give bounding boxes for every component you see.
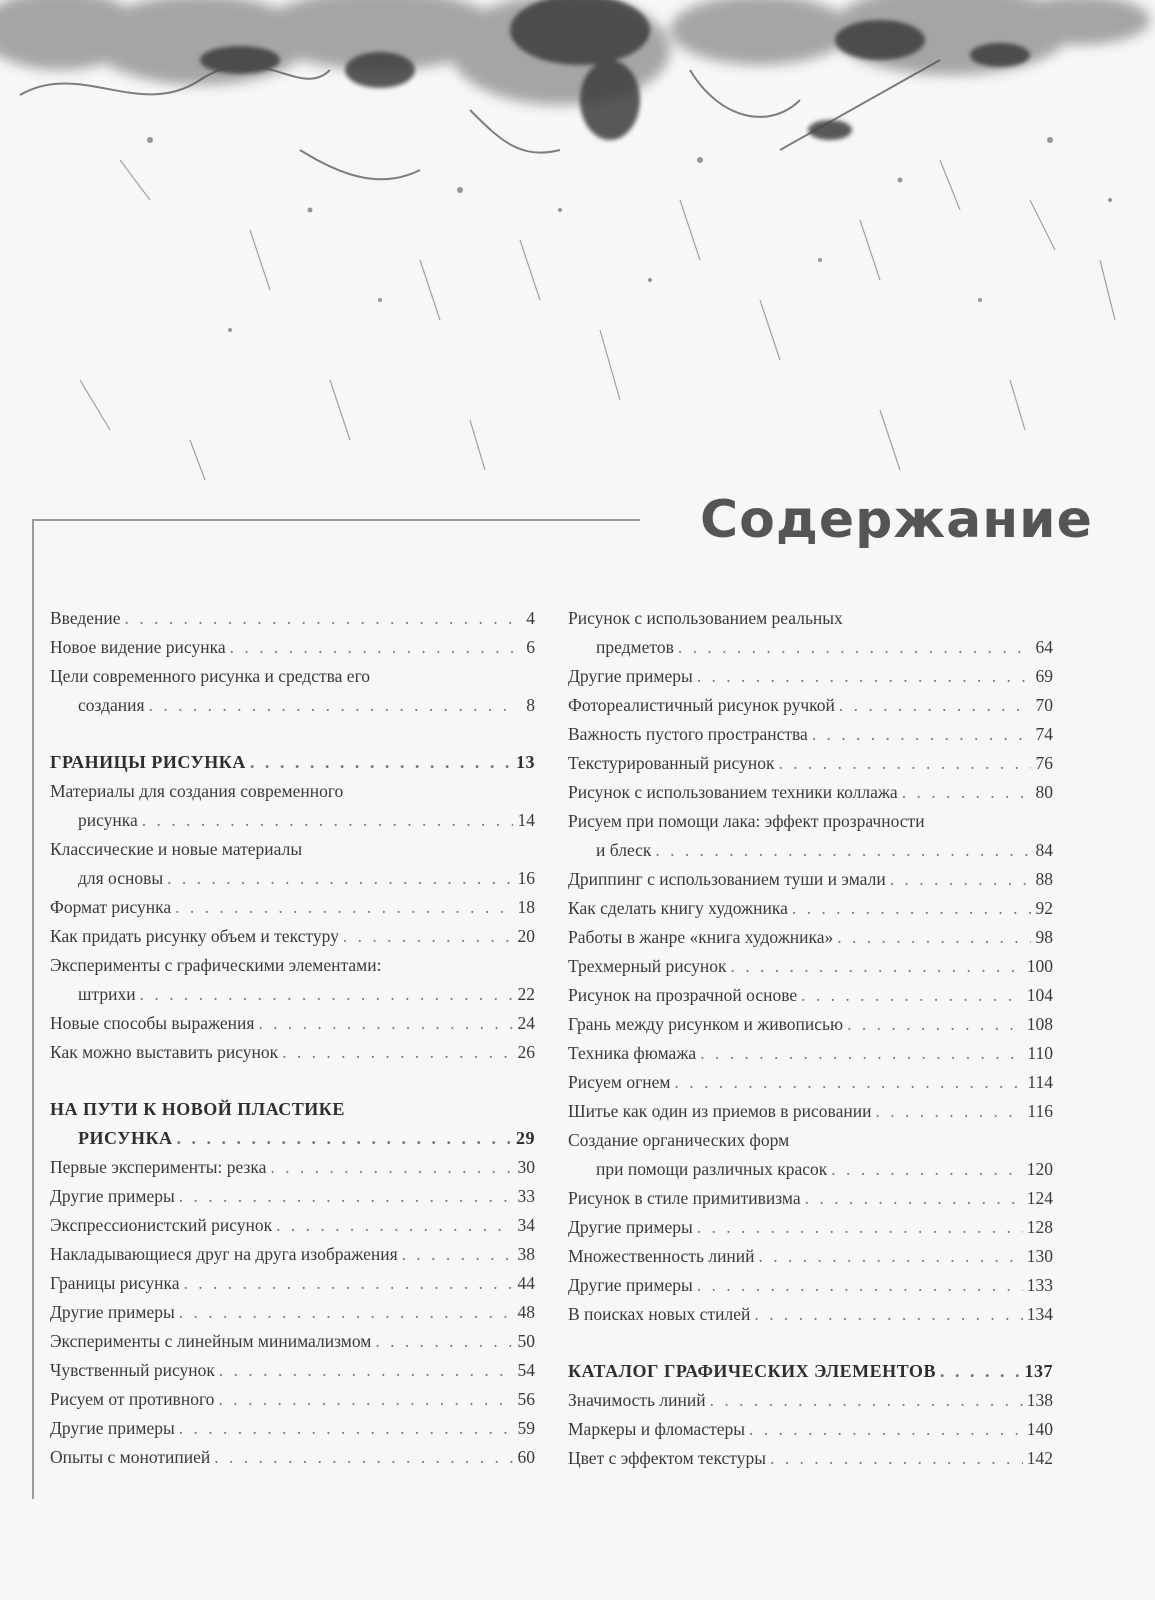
toc-page-number: 98 — [1035, 927, 1053, 947]
toc-entry-title: Другие примеры — [50, 1418, 175, 1438]
toc-entry-title: Материалы для создания современного — [50, 781, 344, 801]
toc-page-number: 8 — [526, 695, 535, 715]
leader-dots — [697, 662, 1031, 691]
toc-page-number: 70 — [1035, 695, 1053, 715]
toc-section-heading — [568, 1357, 1053, 1386]
toc-entry-title-continued: предметов — [596, 637, 674, 657]
leader-dots — [179, 1298, 513, 1327]
toc-entry — [568, 1184, 1053, 1213]
toc-entry-title: Важность пустого пространства — [568, 724, 808, 744]
toc-page-number: 29 — [516, 1128, 535, 1148]
toc-page-number: 124 — [1026, 1188, 1053, 1208]
toc-entry-title: Как придать рисунку объем и текстуру — [50, 926, 339, 946]
toc-entry — [568, 865, 1053, 894]
toc-page-number: 116 — [1027, 1101, 1053, 1121]
leader-dots — [276, 1211, 513, 1240]
toc-entry — [568, 1300, 1053, 1329]
toc-entry-title-continued: рисунка — [78, 810, 138, 830]
toc-entry-title: Грань между рисунком и живописью — [568, 1014, 844, 1034]
toc-entry — [568, 807, 1053, 865]
toc-page-number: 13 — [516, 752, 535, 772]
toc-entry-title: Рисунок на прозрачной основе — [568, 985, 798, 1005]
leader-dots — [710, 1386, 1023, 1415]
toc-entry-title: Другие примеры — [568, 1217, 693, 1237]
leader-dots — [902, 778, 1031, 807]
toc-entry-title: Цели современного рисунка и средства его — [50, 666, 371, 686]
toc-entry — [50, 604, 535, 633]
toc-page-number: 54 — [517, 1360, 535, 1380]
toc-entry-title: Цвет с эффектом текстуры — [568, 1448, 766, 1468]
toc-page-number: 120 — [1026, 1159, 1053, 1179]
leader-dots — [258, 1009, 513, 1038]
toc-entry — [568, 952, 1053, 981]
toc-entry-title: Первые эксперименты: резка — [50, 1157, 267, 1177]
toc-entry — [50, 835, 535, 893]
frame-left-line — [32, 519, 34, 1499]
toc-entry — [568, 1444, 1053, 1473]
toc-page-number: 64 — [1035, 637, 1053, 657]
toc-page-number: 108 — [1026, 1014, 1053, 1034]
toc-entry-title: Рисуем от противного — [50, 1389, 215, 1409]
leader-dots — [177, 1124, 512, 1153]
toc-page-number: 80 — [1035, 782, 1053, 802]
toc-entry-title: Опыты с монотипией — [50, 1447, 211, 1467]
toc-entry-title: Трехмерный рисунок — [568, 956, 727, 976]
leader-dots — [218, 1385, 513, 1414]
toc-page-number: 138 — [1026, 1390, 1053, 1410]
leader-dots — [697, 1213, 1023, 1242]
toc-entry — [50, 1385, 535, 1414]
toc-entry-title: Фотореалистичный рисунок ручкой — [568, 695, 835, 715]
leader-dots — [179, 1182, 513, 1211]
leader-dots — [792, 894, 1031, 923]
leader-dots — [801, 981, 1023, 1010]
toc-entry — [568, 923, 1053, 952]
toc-entry-title: Рисуем при помощи лака: эффект прозрачности — [568, 811, 925, 831]
toc-page-number: 110 — [1027, 1043, 1053, 1063]
toc-entry — [50, 1211, 535, 1240]
leader-dots — [847, 1010, 1023, 1039]
toc-page-number: 128 — [1026, 1217, 1053, 1237]
toc-entry-title: Как можно выставить рисунок — [50, 1042, 279, 1062]
leader-dots — [875, 1097, 1023, 1126]
toc-entry-title: Создание органических форм — [568, 1130, 790, 1150]
toc-entry-title: Экспрессионистский рисунок — [50, 1215, 273, 1235]
toc-entry — [50, 1298, 535, 1327]
toc-page-number: 56 — [517, 1389, 535, 1409]
toc-entry-title: Маркеры и фломастеры — [568, 1419, 745, 1439]
toc-entry-title: В поисках новых стилей — [568, 1304, 751, 1324]
toc-page-number: 22 — [517, 984, 535, 1004]
toc-entry — [568, 1126, 1053, 1184]
leader-dots — [839, 691, 1031, 720]
leader-dots — [837, 923, 1031, 952]
toc-page-number: 14 — [517, 810, 535, 830]
toc-entry — [568, 1386, 1053, 1415]
toc-entry — [50, 1240, 535, 1269]
leader-dots — [890, 865, 1031, 894]
toc-right-column — [568, 604, 1053, 1473]
toc-entry-title: Рисуем огнем — [568, 1072, 671, 1092]
toc-entry-title: НА ПУТИ К НОВОЙ ПЛАСТИКЕ — [50, 1099, 345, 1119]
toc-entry — [50, 777, 535, 835]
toc-entry — [568, 662, 1053, 691]
toc-entry-title: КАТАЛОГ ГРАФИЧЕСКИХ ЭЛЕМЕНТОВ — [568, 1361, 936, 1381]
toc-entry — [50, 1356, 535, 1385]
toc-entry-title: Накладывающиеся друг на друга изображения — [50, 1244, 398, 1264]
toc-page-number: 44 — [517, 1273, 535, 1293]
toc-entry-title: Рисунок с использованием реальных — [568, 608, 843, 628]
toc-page-number: 134 — [1026, 1304, 1053, 1324]
toc-entry — [568, 1213, 1053, 1242]
toc-page-number: 16 — [517, 868, 535, 888]
toc-entry-title: Техника фюмажа — [568, 1043, 697, 1063]
toc-page-number: 34 — [517, 1215, 535, 1235]
toc-entry — [50, 1414, 535, 1443]
toc-page-number: 100 — [1026, 956, 1053, 976]
leader-dots — [749, 1415, 1023, 1444]
toc-page-number: 26 — [517, 1042, 535, 1062]
toc-entry — [50, 1443, 535, 1472]
leader-dots — [175, 893, 513, 922]
toc-page-number: 59 — [517, 1418, 535, 1438]
leader-dots — [754, 1300, 1022, 1329]
leader-dots — [700, 1039, 1023, 1068]
toc-entry-title: Значимость линий — [568, 1390, 706, 1410]
toc-page-number: 6 — [526, 637, 535, 657]
toc-entry-title: Эксперименты с линейным минимализмом — [50, 1331, 372, 1351]
toc-entry — [568, 1010, 1053, 1039]
toc-entry — [568, 1415, 1053, 1444]
leader-dots — [167, 864, 513, 893]
toc-page-number: 69 — [1035, 666, 1053, 686]
toc-page-number: 137 — [1024, 1361, 1053, 1381]
toc-entry — [50, 633, 535, 662]
leader-dots — [125, 604, 513, 633]
toc-entry-title: ГРАНИЦЫ РИСУНКА — [50, 752, 246, 772]
toc-page-number: 92 — [1035, 898, 1053, 918]
toc-page-number: 18 — [517, 897, 535, 917]
toc-entry-title: Другие примеры — [568, 1275, 693, 1295]
toc-page-number: 142 — [1026, 1448, 1053, 1468]
frame-top-line — [32, 519, 640, 521]
leader-dots — [675, 1068, 1024, 1097]
leader-dots — [142, 806, 513, 835]
leader-dots — [149, 691, 513, 720]
toc-entry-title: Рисунок в стиле примитивизма — [568, 1188, 801, 1208]
leader-dots — [184, 1269, 513, 1298]
toc-entry — [568, 1242, 1053, 1271]
toc-page-number: 48 — [517, 1302, 535, 1322]
leader-dots — [655, 836, 1031, 865]
leader-dots — [678, 633, 1031, 662]
toc-page-number: 133 — [1026, 1275, 1053, 1295]
toc-entry-title: Границы рисунка — [50, 1273, 180, 1293]
toc-entry-title-continued: создания — [78, 695, 145, 715]
toc-entry — [568, 981, 1053, 1010]
toc-entry-title: Работы в жанре «книга художника» — [568, 927, 834, 947]
toc-page-number: 20 — [517, 926, 535, 946]
leader-dots — [778, 749, 1031, 778]
toc-entry-title: Другие примеры — [50, 1302, 175, 1322]
toc-page-number: 88 — [1035, 869, 1053, 889]
toc-entry-title: Введение — [50, 608, 121, 628]
toc-entry-title: Как сделать книгу художника — [568, 898, 788, 918]
leader-dots — [812, 720, 1031, 749]
leader-dots — [179, 1414, 513, 1443]
leader-dots — [230, 633, 513, 662]
toc-page-number: 104 — [1026, 985, 1053, 1005]
toc-entry — [568, 894, 1053, 923]
leader-dots — [375, 1327, 513, 1356]
toc-page-number: 38 — [517, 1244, 535, 1264]
toc-page-number: 114 — [1027, 1072, 1053, 1092]
leader-dots — [831, 1155, 1022, 1184]
page-title: Содержание — [700, 490, 1093, 550]
toc-entry-title: Дриппинг с использованием туши и эмали — [568, 869, 886, 889]
toc-entry — [568, 749, 1053, 778]
toc-entry — [568, 1097, 1053, 1126]
toc-entry — [50, 1182, 535, 1211]
toc-entry — [568, 778, 1053, 807]
toc-entry-title: Множественность линий — [568, 1246, 755, 1266]
toc-entry — [50, 1153, 535, 1182]
leader-dots — [282, 1038, 513, 1067]
toc-entry — [568, 691, 1053, 720]
toc-entry-title-continued: РИСУНКА — [78, 1128, 173, 1148]
toc-page-number: 84 — [1035, 840, 1053, 860]
toc-page-number: 130 — [1026, 1246, 1053, 1266]
toc-entry — [50, 951, 535, 1009]
toc-entry — [50, 1009, 535, 1038]
toc-entry-title: Новые способы выражения — [50, 1013, 255, 1033]
toc-page-number: 74 — [1035, 724, 1053, 744]
leader-dots — [219, 1356, 513, 1385]
toc-page-number: 140 — [1026, 1419, 1053, 1439]
toc-entry — [50, 1038, 535, 1067]
toc-section-heading — [50, 748, 535, 777]
leader-dots — [270, 1153, 513, 1182]
toc-entry-title-continued: штрихи — [78, 984, 136, 1004]
leader-dots — [343, 922, 513, 951]
toc-entry — [50, 893, 535, 922]
toc-entry — [50, 922, 535, 951]
toc-entry-title-continued: и блеск — [596, 840, 652, 860]
toc-entry — [568, 1068, 1053, 1097]
toc-entry-title: Чувственный рисунок — [50, 1360, 215, 1380]
leader-dots — [140, 980, 513, 1009]
toc-entry-title: Шитье как один из приемов в рисовании — [568, 1101, 872, 1121]
toc-entry-title: Формат рисунка — [50, 897, 172, 917]
toc-page-number: 33 — [517, 1186, 535, 1206]
toc-entry-title: Рисунок с использованием техники коллажа — [568, 782, 898, 802]
leader-dots — [770, 1444, 1023, 1473]
toc-entry-title: Новое видение рисунка — [50, 637, 226, 657]
toc-entry-title: Эксперименты с графическими элементами: — [50, 955, 382, 975]
toc-entry — [568, 604, 1053, 662]
toc-entry — [50, 662, 535, 720]
toc-page-number: 60 — [517, 1447, 535, 1467]
ink-splatter-illustration — [0, 0, 1155, 520]
toc-page-number: 30 — [517, 1157, 535, 1177]
toc-entry-title-continued: для основы — [78, 868, 164, 888]
toc-entry — [50, 1327, 535, 1356]
toc-entry-title: Текстурированный рисунок — [568, 753, 775, 773]
toc-entry — [568, 1039, 1053, 1068]
leader-dots — [697, 1271, 1023, 1300]
toc-page-number: 76 — [1035, 753, 1053, 773]
toc-entry — [568, 1271, 1053, 1300]
toc-entry — [50, 1269, 535, 1298]
leader-dots — [731, 952, 1023, 981]
leader-dots — [759, 1242, 1023, 1271]
toc-page-number: 4 — [526, 608, 535, 628]
toc-page-number: 24 — [517, 1013, 535, 1033]
leader-dots — [940, 1357, 1021, 1386]
toc-entry-title-continued: при помощи различных красок — [596, 1159, 828, 1179]
toc-entry-title: Другие примеры — [568, 666, 693, 686]
toc-entry-title: Другие примеры — [50, 1186, 175, 1206]
leader-dots — [250, 748, 512, 777]
leader-dots — [214, 1443, 513, 1472]
leader-dots — [805, 1184, 1023, 1213]
toc-page-number: 50 — [517, 1331, 535, 1351]
leader-dots — [402, 1240, 513, 1269]
toc-left-column — [50, 604, 535, 1472]
toc-entry — [568, 720, 1053, 749]
toc-entry-title: Классические и новые материалы — [50, 839, 303, 859]
toc-section-heading — [50, 1095, 535, 1153]
